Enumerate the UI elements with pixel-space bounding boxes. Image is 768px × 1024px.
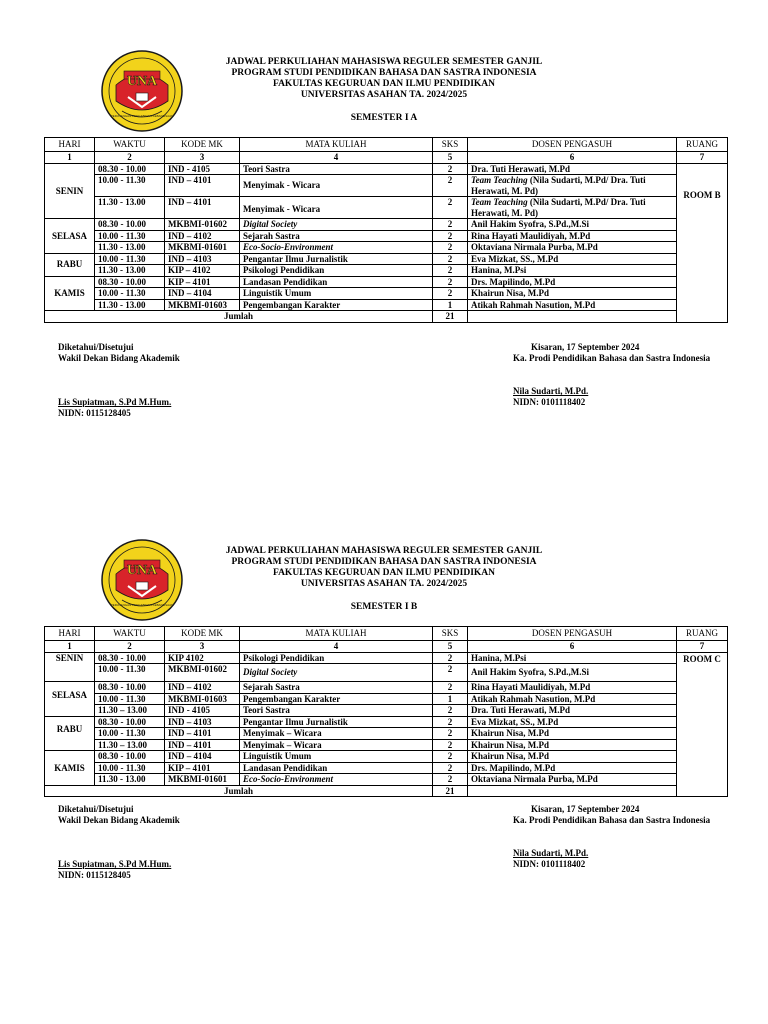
- lecturer-cell: Eva Mizkat, SS., M.Pd: [468, 253, 677, 265]
- signatory-name: Nila Sudarti, M.Pd.: [513, 386, 589, 396]
- una-emblem-icon: [100, 538, 184, 622]
- course-cell: Sejarah Sastra: [240, 682, 433, 694]
- code-cell: IND – 4104: [165, 288, 240, 300]
- sks-cell: 2: [433, 705, 468, 717]
- column-header: MATA KULIAH: [240, 138, 433, 152]
- code-cell: IND - 4105: [165, 705, 240, 717]
- code-cell: IND – 4101: [165, 175, 240, 197]
- total-label: Jumlah: [45, 785, 433, 797]
- signatory-name: Nila Sudarti, M.Pd.: [513, 848, 589, 858]
- code-cell: KIP – 4102: [165, 265, 240, 277]
- table-row: [45, 253, 728, 265]
- column-number-row: [45, 152, 728, 164]
- column-number: 2: [95, 641, 165, 653]
- heading-line: JADWAL PERKULIAHAN MAHASISWA REGULER SEMESTER GANJIL: [225, 546, 543, 556]
- code-cell: MKBMI-01603: [165, 693, 240, 705]
- total-sks: 21: [433, 785, 468, 797]
- place-date: Kisaran, 17 September 2024: [531, 804, 640, 814]
- column-number: 1: [45, 641, 95, 653]
- signatory-name: Lis Supiatman, S.Pd M.Hum.: [58, 397, 172, 407]
- document-heading: [186, 546, 582, 590]
- course-cell: Teori Sastra: [240, 705, 433, 717]
- column-header: WAKTU: [95, 627, 165, 641]
- total-sks: 21: [433, 311, 468, 323]
- day-cell: RABU: [45, 253, 95, 276]
- column-number: 1: [45, 152, 95, 164]
- signatory-nidn: NIDN: 0115128405: [58, 408, 131, 418]
- lecturer-cell: Oktaviana Nirmala Purba, M.Pd: [468, 242, 677, 254]
- course-cell: Eco-Socio-Environment: [240, 242, 433, 254]
- time-cell: 10.00 - 11.30: [95, 230, 165, 242]
- course-cell: Pengantar Ilmu Jurnalistik: [240, 253, 433, 265]
- approval-role: Ka. Prodi Pendidikan Bahasa dan Sastra Indonesia: [513, 815, 711, 825]
- lecturer-cell: Atikah Rahmah Nasution, M.Pd: [468, 299, 677, 311]
- column-header: WAKTU: [95, 138, 165, 152]
- sks-cell: 2: [433, 175, 468, 197]
- column-number: 6: [468, 152, 677, 164]
- time-cell: 11.30 - 13.00: [95, 774, 165, 786]
- table-row: [45, 682, 728, 694]
- column-header: DOSEN PENGASUH: [468, 138, 677, 152]
- lecturer-italic-text: Team Teaching: [471, 197, 528, 207]
- heading-line: FAKULTAS KEGURUAN DAN ILMU PENDIDIKAN: [272, 568, 496, 578]
- code-cell: KIP – 4101: [165, 276, 240, 288]
- column-header: HARI: [45, 138, 95, 152]
- code-cell: MKBMI-01602: [165, 219, 240, 231]
- course-cell: Landasan Pendidikan: [240, 762, 433, 774]
- course-cell: Teori Sastra: [240, 163, 433, 175]
- course-cell: Psikologi Pendidikan: [240, 652, 433, 664]
- room-cell: ROOM B: [677, 163, 728, 322]
- sks-cell: 2: [433, 739, 468, 751]
- table-header-row: [45, 138, 728, 152]
- signatory-nidn: NIDN: 0101118402: [513, 397, 586, 407]
- course-cell: Psikologi Pendidikan: [240, 265, 433, 277]
- approval-block-right: [513, 342, 713, 408]
- svg-text:PERJUANGAN PENGABDIAN KEBANGSA: PERJUANGAN PENGABDIAN KEBANGSAAN: [110, 603, 174, 607]
- svg-text:UNA: UNA: [126, 74, 158, 89]
- day-cell: RABU: [45, 716, 95, 751]
- time-cell: 11.30 – 13.00: [95, 739, 165, 751]
- column-number: 2: [95, 152, 165, 164]
- code-cell: IND – 4102: [165, 230, 240, 242]
- column-number: 7: [677, 152, 728, 164]
- table-row: [45, 774, 728, 786]
- time-cell: 10.00 - 11.30: [95, 253, 165, 265]
- time-cell: 10.00 - 11.30: [95, 664, 165, 682]
- code-cell: IND – 4103: [165, 716, 240, 728]
- time-cell: 08.30 - 10.00: [95, 682, 165, 694]
- time-cell: 08.30 - 10.00: [95, 716, 165, 728]
- empty-cell: [468, 311, 677, 323]
- table-row: [45, 175, 728, 197]
- column-header: DOSEN PENGASUH: [468, 627, 677, 641]
- heading-line: UNIVERSITAS ASAHAN TA. 2024/2025: [300, 579, 468, 589]
- course-cell: Menyimak - Wicara: [240, 197, 433, 219]
- column-number: 5: [433, 641, 468, 653]
- sks-cell: 2: [433, 276, 468, 288]
- place-date: Kisaran, 17 September 2024: [531, 342, 640, 352]
- approval-block-left: [58, 804, 180, 881]
- course-cell: Menyimak - Wicara: [240, 175, 433, 197]
- code-cell: IND – 4102: [165, 682, 240, 694]
- heading-line: PROGRAM STUDI PENDIDIKAN BAHASA DAN SASTRA INDONESIA: [231, 557, 537, 567]
- university-logo: [100, 49, 184, 133]
- column-header: HARI: [45, 627, 95, 641]
- code-cell: IND – 4101: [165, 739, 240, 751]
- lecturer-cell: Anil Hakim Syofra, S.Pd.,M.Si: [468, 219, 677, 231]
- total-label: Jumlah: [45, 311, 433, 323]
- column-header: MATA KULIAH: [240, 627, 433, 641]
- code-cell: MKBMI-01601: [165, 774, 240, 786]
- lecturer-cell: Dra. Tuti Herawati, M.Pd: [468, 705, 677, 717]
- time-cell: 10.00 - 11.30: [95, 288, 165, 300]
- table-row: [45, 739, 728, 751]
- lecturer-cell: Khairun Nisa, M.Pd: [468, 288, 677, 300]
- approval-role: Wakil Dekan Bidang Akademik: [58, 353, 180, 363]
- approval-role: Ka. Prodi Pendidikan Bahasa dan Sastra Indonesia: [513, 353, 711, 363]
- time-cell: 11.30 - 13.00: [95, 197, 165, 219]
- course-cell: Landasan Pendidikan: [240, 276, 433, 288]
- column-number: 4: [240, 152, 433, 164]
- schedule-table: [44, 137, 728, 323]
- sks-cell: 2: [433, 774, 468, 786]
- table-row: [45, 163, 728, 175]
- course-cell: Sejarah Sastra: [240, 230, 433, 242]
- heading-line: FAKULTAS KEGURUAN DAN ILMU PENDIDIKAN: [272, 79, 496, 89]
- time-cell: 08.30 - 10.00: [95, 652, 165, 664]
- approval-role: Wakil Dekan Bidang Akademik: [58, 815, 180, 825]
- time-cell: 10.00 - 11.30: [95, 728, 165, 740]
- course-cell: Pengembangan Karakter: [240, 693, 433, 705]
- sks-cell: 2: [433, 197, 468, 219]
- sks-cell: 1: [433, 299, 468, 311]
- table-row: [45, 762, 728, 774]
- course-cell: Pengantar Ilmu Jurnalistik: [240, 716, 433, 728]
- time-cell: 08.30 - 10.00: [95, 219, 165, 231]
- lecturer-cell: Oktaviana Nirmala Purba, M.Pd: [468, 774, 677, 786]
- lecturer-text: (Nila Sudarti, M.Pd/ Dra. Tuti Herawati, M. Pd): [471, 175, 646, 196]
- schedule-table: [44, 626, 728, 797]
- document-heading: [186, 57, 582, 101]
- course-cell: Menyimak – Wicara: [240, 728, 433, 740]
- code-cell: MKBMI-01603: [165, 299, 240, 311]
- time-cell: 11.30 - 13.00: [95, 299, 165, 311]
- signatory-nidn: NIDN: 0115128405: [58, 870, 131, 880]
- column-header: RUANG: [677, 138, 728, 152]
- time-cell: 08.30 - 10.00: [95, 751, 165, 763]
- sks-cell: 1: [433, 693, 468, 705]
- lecturer-cell: Rina Hayati Maulidiyah, M.Pd: [468, 682, 677, 694]
- column-number: 6: [468, 641, 677, 653]
- lecturer-cell: Khairun Nisa, M.Pd: [468, 739, 677, 751]
- day-cell: SENIN: [45, 163, 95, 219]
- column-number: 7: [677, 641, 728, 653]
- sks-cell: 2: [433, 230, 468, 242]
- lecturer-text: (Nila Sudarti, M.Pd/ Dra. Tuti Herawati, M. Pd): [471, 197, 646, 218]
- lecturer-cell: Eva Mizkat, SS., M.Pd: [468, 716, 677, 728]
- time-cell: 11.30 - 13.00: [95, 265, 165, 277]
- room-cell: ROOM C: [677, 652, 728, 797]
- signatory-name: Lis Supiatman, S.Pd M.Hum.: [58, 859, 172, 869]
- sks-cell: 2: [433, 265, 468, 277]
- column-number: 3: [165, 152, 240, 164]
- approval-caption: Diketahui/Disetujui: [58, 342, 134, 352]
- lecturer-cell: Drs. Mapilindo, M.Pd: [468, 762, 677, 774]
- table-row: [45, 693, 728, 705]
- table-row: [45, 288, 728, 300]
- signatory-nidn: NIDN: 0101118402: [513, 859, 586, 869]
- table-row: [45, 197, 728, 219]
- column-header: KODE MK: [165, 627, 240, 641]
- sks-cell: 2: [433, 751, 468, 763]
- approval-block-right: [513, 804, 713, 870]
- day-cell: SELASA: [45, 682, 95, 717]
- code-cell: MKBMI-01602: [165, 664, 240, 682]
- course-cell: Digital Society: [240, 664, 433, 682]
- lecturer-cell: Anil Hakim Syofra, S.Pd.,M.Si: [468, 664, 677, 682]
- total-row: [45, 311, 728, 323]
- sks-cell: 2: [433, 652, 468, 664]
- table-row: [45, 716, 728, 728]
- sks-cell: 2: [433, 253, 468, 265]
- table-header-row: [45, 627, 728, 641]
- svg-text:PERJUANGAN PENGABDIAN KEBANGSA: PERJUANGAN PENGABDIAN KEBANGSAAN: [110, 114, 174, 118]
- svg-text:UNA: UNA: [126, 563, 158, 578]
- approval-caption: Diketahui/Disetujui: [58, 804, 134, 814]
- code-cell: IND – 4104: [165, 751, 240, 763]
- course-cell: Digital Society: [240, 219, 433, 231]
- lecturer-cell: Khairun Nisa, M.Pd: [468, 751, 677, 763]
- empty-cell: [468, 785, 677, 797]
- code-cell: KIP – 4101: [165, 762, 240, 774]
- heading-line: UNIVERSITAS ASAHAN TA. 2024/2025: [300, 90, 468, 100]
- column-header: SKS: [433, 627, 468, 641]
- course-cell: Linguistik Umum: [240, 751, 433, 763]
- table-row: [45, 265, 728, 277]
- code-cell: IND – 4103: [165, 253, 240, 265]
- time-cell: 10.00 - 11.30: [95, 693, 165, 705]
- day-cell: KAMIS: [45, 751, 95, 786]
- lecturer-cell: [468, 175, 677, 197]
- semester-title: SEMESTER I A: [350, 113, 418, 123]
- table-row: [45, 705, 728, 717]
- sks-cell: 2: [433, 163, 468, 175]
- day-cell: SENIN: [45, 652, 95, 682]
- sks-cell: 2: [433, 682, 468, 694]
- code-cell: IND – 4101: [165, 197, 240, 219]
- lecturer-cell: Rina Hayati Maulidiyah, M.Pd: [468, 230, 677, 242]
- time-cell: 11.30 - 13.00: [95, 242, 165, 254]
- table-row: [45, 652, 728, 664]
- sks-cell: 2: [433, 716, 468, 728]
- time-cell: 10.00 - 11.30: [95, 762, 165, 774]
- lecturer-cell: Khairun Nisa, M.Pd: [468, 728, 677, 740]
- code-cell: IND - 4105: [165, 163, 240, 175]
- lecturer-cell: Atikah Rahmah Nasution, M.Pd: [468, 693, 677, 705]
- course-cell: Menyimak – Wicara: [240, 739, 433, 751]
- column-number: 4: [240, 641, 433, 653]
- lecturer-cell: Dra. Tuti Herawati, M.Pd: [468, 163, 677, 175]
- sks-cell: 2: [433, 664, 468, 682]
- column-header: RUANG: [677, 627, 728, 641]
- code-cell: KIP 4102: [165, 652, 240, 664]
- sks-cell: 2: [433, 219, 468, 231]
- heading-line: JADWAL PERKULIAHAN MAHASISWA REGULER SEMESTER GANJIL: [225, 57, 543, 67]
- course-cell: Eco-Socio-Environment: [240, 774, 433, 786]
- lecturer-cell: Hanina, M.Psi: [468, 265, 677, 277]
- day-cell: SELASA: [45, 219, 95, 254]
- lecturer-cell: Hanina, M.Psi: [468, 652, 677, 664]
- time-cell: 08.30 - 10.00: [95, 276, 165, 288]
- university-logo: [100, 538, 184, 622]
- course-cell: Pengembangan Karakter: [240, 299, 433, 311]
- semester-title: SEMESTER I B: [350, 602, 418, 612]
- day-cell: KAMIS: [45, 276, 95, 311]
- table-row: [45, 276, 728, 288]
- time-cell: 11.30 – 13.00: [95, 705, 165, 717]
- column-number-row: [45, 641, 728, 653]
- code-cell: MKBMI-01601: [165, 242, 240, 254]
- table-row: [45, 219, 728, 231]
- heading-line: PROGRAM STUDI PENDIDIKAN BAHASA DAN SASTRA INDONESIA: [231, 68, 537, 78]
- sks-cell: 2: [433, 288, 468, 300]
- table-row: [45, 299, 728, 311]
- lecturer-cell: [468, 197, 677, 219]
- lecturer-cell: Drs. Mapilindo, M.Pd: [468, 276, 677, 288]
- column-number: 3: [165, 641, 240, 653]
- lecturer-italic-text: Team Teaching: [471, 175, 528, 185]
- time-cell: 08.30 - 10.00: [95, 163, 165, 175]
- sks-cell: 2: [433, 762, 468, 774]
- code-cell: IND – 4101: [165, 728, 240, 740]
- table-row: [45, 751, 728, 763]
- table-row: [45, 230, 728, 242]
- sks-cell: 2: [433, 728, 468, 740]
- sks-cell: 2: [433, 242, 468, 254]
- una-emblem-icon: [100, 49, 184, 133]
- column-header: KODE MK: [165, 138, 240, 152]
- total-row: [45, 785, 728, 797]
- time-cell: 10.00 - 11.30: [95, 175, 165, 197]
- approval-block-left: [58, 342, 180, 419]
- table-row: [45, 664, 728, 682]
- column-number: 5: [433, 152, 468, 164]
- course-cell: Linguistik Umum: [240, 288, 433, 300]
- column-header: SKS: [433, 138, 468, 152]
- table-row: [45, 728, 728, 740]
- table-row: [45, 242, 728, 254]
